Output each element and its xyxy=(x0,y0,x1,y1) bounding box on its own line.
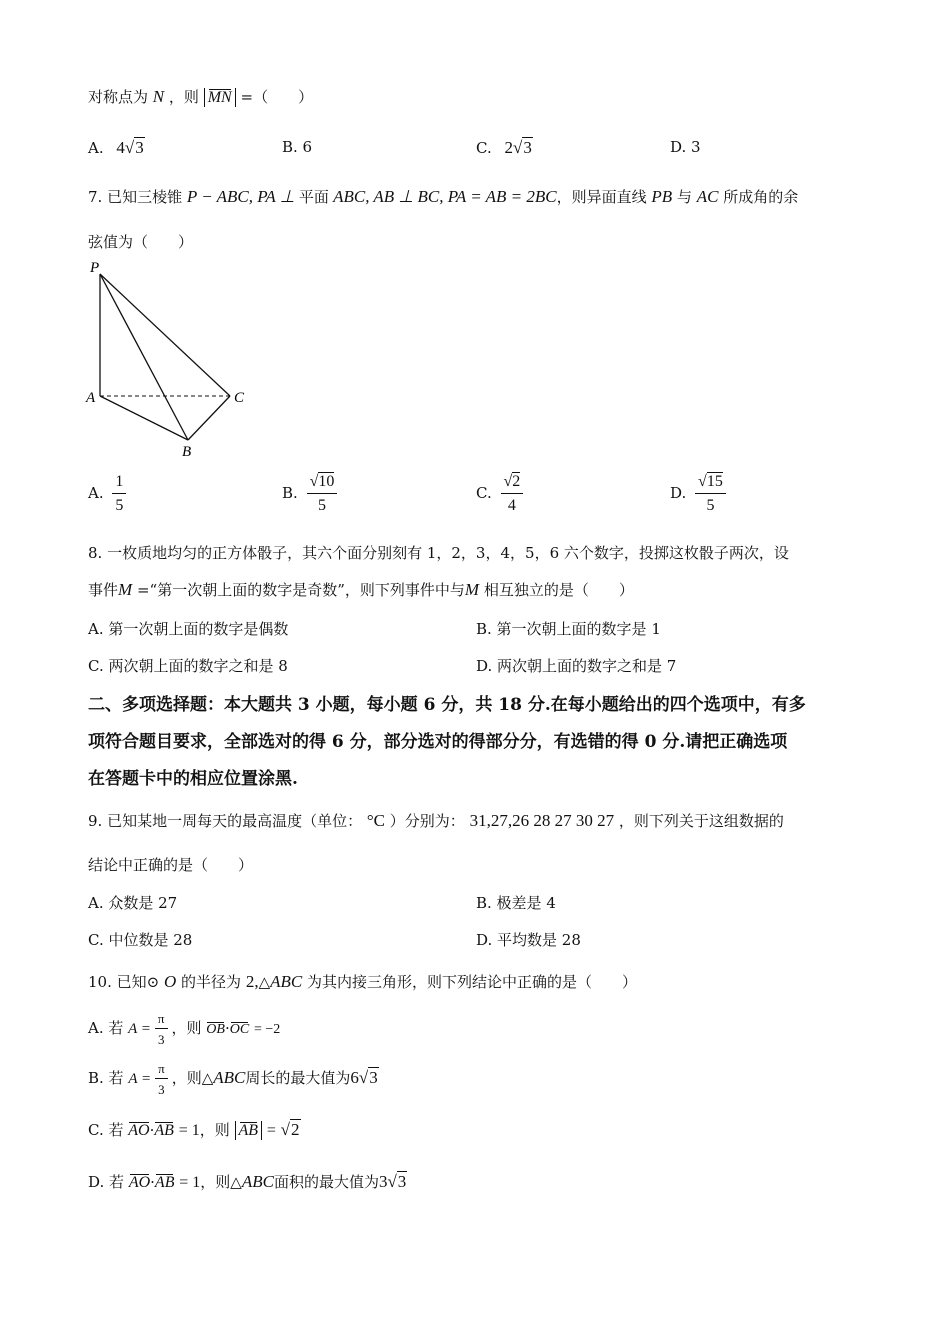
q10-c-then: ，则 xyxy=(199,1121,230,1139)
q10-a-frac xyxy=(155,1012,168,1046)
section2-heading-line2: 项符合题目要求，全部选对的得 6 分，部分选对的得部分分，有选错的得 0 分.请把正确选项 xyxy=(88,732,788,752)
q10-c-ab: AB xyxy=(154,1122,174,1139)
q7-option-d xyxy=(670,474,730,514)
q6-a-coef: 4 xyxy=(116,138,125,157)
label-c: C xyxy=(234,390,245,406)
q10-radius: 2, xyxy=(245,972,259,991)
q10-c-dot: · xyxy=(149,1121,155,1139)
q9-line2: 结论中正确的是（ ） xyxy=(88,856,254,874)
q7-option-c-label: C. xyxy=(476,484,492,502)
q9-option-b: B. 极差是 4 xyxy=(476,894,556,912)
q8-line2c: 相互独立的是（ ） xyxy=(483,581,634,599)
q9-line1 xyxy=(88,810,784,831)
q7-c-rad: 2 xyxy=(512,473,521,490)
q7-b-num: √10 xyxy=(307,474,338,494)
q6-point-n: N xyxy=(152,87,165,106)
q6-option-d-label: D. 3 xyxy=(670,138,701,156)
q7-line2-text: 弦值为（ ） xyxy=(88,233,194,251)
q7-d-den: 5 xyxy=(706,497,715,514)
q6-option-c-value: 2√3 xyxy=(504,138,532,157)
q6-abs-mn xyxy=(204,88,236,107)
q7-text1: 已知三棱锥 xyxy=(107,188,183,206)
q10-o: O xyxy=(163,972,177,991)
q10-d-coef: 3 xyxy=(378,1172,388,1191)
q7-b-rad: 10 xyxy=(318,473,335,490)
q8-line1 xyxy=(88,542,789,563)
q10-option-a xyxy=(88,1012,280,1046)
label-a: A xyxy=(86,390,96,406)
q6-option-d xyxy=(670,138,701,156)
q7-c-num: √2 xyxy=(501,474,524,494)
q10-b-three: 3 xyxy=(158,1082,165,1097)
q6-a-rad: 3 xyxy=(135,138,144,157)
q8-option-d: D. 两次朝上面的数字之和是 7 xyxy=(476,657,677,675)
section2-heading-line1: 二、多项选择题：本大题共 3 小题，每小题 6 分，共 18 分.在每小题给出的四个选项中，有多 xyxy=(88,695,806,715)
q7-option-a-frac xyxy=(112,474,126,514)
edge-ab xyxy=(100,396,188,440)
q10-line1 xyxy=(88,971,637,992)
q7-option-a xyxy=(88,474,130,514)
q10-c-ao: AO xyxy=(128,1122,150,1139)
q7-pb: PB xyxy=(651,187,673,206)
q8-option-b: B. 第一次朝上面的数字是 1 xyxy=(476,620,661,638)
edge-pc xyxy=(100,274,230,396)
q10-d-text: 面积的最大值为 xyxy=(273,1173,379,1191)
pyramid-figure xyxy=(84,258,264,462)
q7-number: 7. xyxy=(88,188,103,206)
q10-b-frac xyxy=(155,1062,168,1096)
q6-c-coef: 2 xyxy=(504,138,513,157)
q7-d-rad: 15 xyxy=(706,473,723,490)
q10-a-ob: OB xyxy=(206,1022,225,1037)
section2-heading-line3: 在答题卡中的相应位置涂黑. xyxy=(88,769,298,789)
q7-option-b-frac xyxy=(307,474,338,514)
q10-option-c xyxy=(88,1119,301,1140)
q6-option-c-label: C. xyxy=(476,139,492,157)
q6-eq: =（ ） xyxy=(240,88,314,106)
q10-a-val: = −2 xyxy=(253,1022,281,1037)
q6-text: 对称点为 xyxy=(88,88,149,106)
q10-d-eq1: = 1 xyxy=(179,1174,201,1191)
q8-line2a: 事件 xyxy=(88,581,119,599)
q6-tail-line xyxy=(88,86,313,107)
q8-m: M xyxy=(118,580,133,599)
q7-c-den: 4 xyxy=(507,497,516,514)
q7-b-den: 5 xyxy=(317,497,326,514)
q8-line1-text: 8. 一枚质地均匀的正方体骰子，其六个面分别刻有 1，2，3，4，5，6 六个数字，投掷这枚骰子两次，设 xyxy=(88,544,789,562)
q6-option-c xyxy=(476,138,533,158)
q10-line1b: 的半径为 xyxy=(181,973,242,991)
q10-d-rad: 3 xyxy=(397,1172,407,1191)
q9-option-a: A. 众数是 27 xyxy=(88,894,178,912)
q7-math1: P − ABC, PA ⊥ xyxy=(186,187,299,206)
q10-d-ab: AB xyxy=(154,1174,175,1191)
q9-option-c: C. 中位数是 28 xyxy=(88,931,193,949)
q10-b-abc: ABC xyxy=(213,1068,246,1087)
q10-b-then: ，则△ xyxy=(171,1069,214,1087)
q7-ac: AC xyxy=(696,187,719,206)
q8-line2b: =“第一次朝上面的数字是奇数”，则下列事件中与 xyxy=(132,581,465,599)
q10-b-rad: 3 xyxy=(369,1068,378,1087)
q7-option-b-label: B. xyxy=(282,484,298,502)
q10-c-value: √2 xyxy=(280,1120,300,1139)
q7-option-c xyxy=(476,474,527,514)
q10-d-value: 3√3 xyxy=(378,1172,407,1191)
q10-a-dot: · xyxy=(224,1019,230,1037)
q6-option-b-label: B. 6 xyxy=(282,138,313,156)
q6-option-a-label: A. xyxy=(88,139,104,157)
q10-a-lhs: A = xyxy=(128,1021,151,1037)
q10-b-lhs: A = xyxy=(128,1071,152,1087)
q10-c-rad: 2 xyxy=(291,1120,300,1139)
q8-option-a: A. 第一次朝上面的数字是偶数 xyxy=(88,620,289,638)
q10-a-pi: π xyxy=(155,1012,168,1029)
q10-line1a: 10. 已知 xyxy=(88,973,147,991)
edge-bc xyxy=(188,396,230,440)
q9-option-d: D. 平均数是 28 xyxy=(476,931,581,949)
q9-line1c: ，则下列关于这组数据的 xyxy=(618,812,784,830)
q8-line2 xyxy=(88,579,634,600)
label-b: B xyxy=(182,444,192,460)
q6-then: ，则 xyxy=(168,88,199,106)
q10-d-dot: · xyxy=(150,1173,155,1191)
q10-c-eq1: = 1 xyxy=(178,1122,200,1139)
q6-c-rad: 3 xyxy=(523,138,532,157)
q10-abc: ABC xyxy=(270,972,303,991)
q6-option-a xyxy=(88,138,145,158)
q10-b-text: 周长的最大值为 xyxy=(245,1069,351,1087)
q7-a-den: 5 xyxy=(115,497,124,514)
q9-line1a: 9. 已知某地一周每天的最高温度（单位： xyxy=(88,812,363,830)
q10-b-coef: 6 xyxy=(350,1068,359,1087)
q8-m2: M xyxy=(464,580,480,599)
q7-text2: 平面 xyxy=(298,188,329,206)
q7-text3: ，则异面直线 xyxy=(556,188,647,206)
q9-data: 31,27,26 28 27 30 27 xyxy=(469,811,615,830)
q7-text4: 与 xyxy=(676,188,692,206)
q7-line1 xyxy=(88,186,798,207)
circle-symbol: ⊙ xyxy=(146,973,160,991)
q10-d-ao: AO xyxy=(128,1174,151,1191)
q10-option-b xyxy=(88,1062,379,1096)
q6-vector-mn: MN xyxy=(207,89,232,106)
q7-option-c-frac xyxy=(501,474,524,514)
q9-line1b: ）分别为： xyxy=(389,812,465,830)
q10-c-eq2: = xyxy=(266,1122,276,1139)
q7-option-d-frac xyxy=(695,474,726,514)
q7-option-b xyxy=(282,474,341,514)
q10-a-three: 3 xyxy=(157,1032,165,1047)
q7-math2: ABC, AB ⊥ BC, PA = AB = 2BC xyxy=(328,187,557,206)
q7-line2 xyxy=(88,231,193,252)
q7-d-num: √15 xyxy=(695,474,726,494)
triangle-symbol: △ xyxy=(258,973,271,991)
q10-b-pi: π xyxy=(155,1062,168,1079)
label-p: P xyxy=(90,260,100,276)
q10-d-label: D. 若 xyxy=(88,1173,125,1191)
q10-a-oc: OC xyxy=(229,1022,250,1037)
q10-line1c: 为其内接三角形，则下列结论中正确的是（ ） xyxy=(307,973,638,991)
q10-c-label: C. 若 xyxy=(88,1121,124,1139)
q10-b-value: 6√3 xyxy=(350,1068,378,1087)
q10-option-d xyxy=(88,1171,407,1192)
edge-pb xyxy=(100,274,188,440)
q9-unit: °C xyxy=(366,811,386,830)
q8-option-c: C. 两次朝上面的数字之和是 8 xyxy=(88,657,288,675)
q6-option-a-value: 4√3 xyxy=(116,138,144,157)
q7-option-a-label: A. xyxy=(88,484,104,502)
q10-a-then: ，则 xyxy=(171,1019,202,1037)
q10-d-abc: ABC xyxy=(241,1172,274,1191)
q10-c-ab2: AB xyxy=(238,1122,259,1139)
q7-option-d-label: D. xyxy=(670,484,687,502)
q7-text5: 所成角的余 xyxy=(723,188,799,206)
q6-option-b xyxy=(282,138,312,156)
q10-b-label: B. 若 xyxy=(88,1069,124,1087)
q7-a-num: 1 xyxy=(112,474,126,494)
q10-a-label: A. 若 xyxy=(88,1019,124,1037)
q10-d-then: ，则△ xyxy=(200,1173,242,1191)
q10-c-abs xyxy=(235,1121,263,1140)
